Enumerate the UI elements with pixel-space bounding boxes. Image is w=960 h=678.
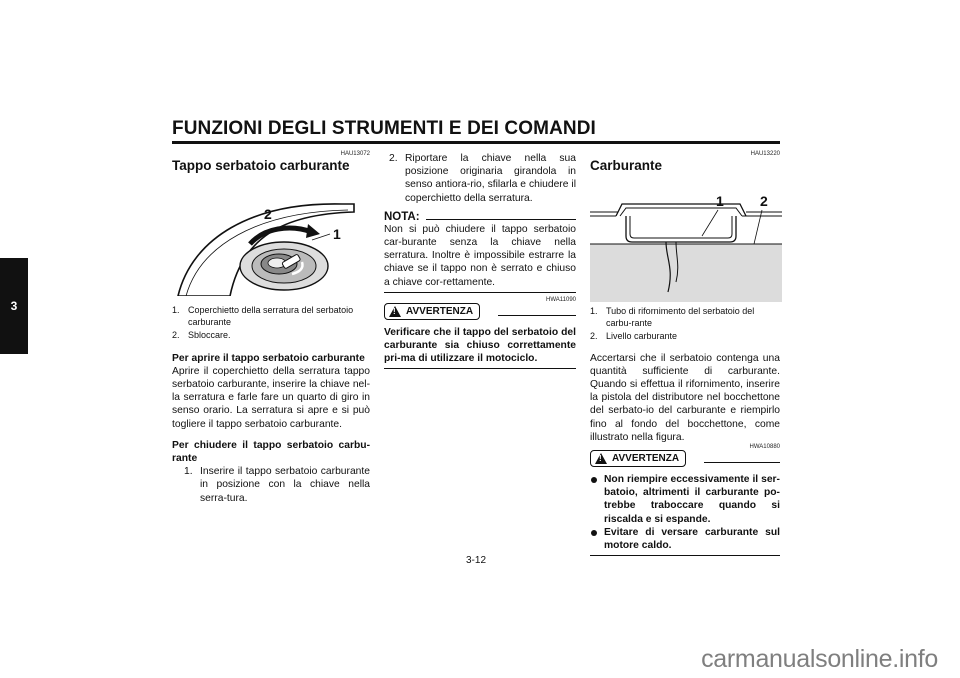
caption-text: Sbloccare. [188, 330, 231, 340]
figure-callout-2: 2 [264, 206, 272, 222]
warning-label: AVVERTENZA [612, 452, 680, 464]
close-heading: Per chiudere il tappo serbatoio carbu-rante [172, 439, 370, 464]
column-2 [384, 152, 576, 369]
step-text: Riportare la chiave nella sua posizione originaria girandola in senso antiora-rio, sfilarla e chiudere il coperchietto della serratura. [405, 153, 576, 204]
warning-heading-row [384, 303, 576, 320]
warning-text: Verificare che il tappo del serbatoio del carburante sia chiuso correttamente pri-ma di utilizzare il motociclo. [384, 326, 576, 365]
nota-text: Non si può chiudere il tappo serbatoio car-burante senza la chiave nella serratura. Inoltre è impossibile estrarre la chiave se il tappo non è serrato e chiuso a chiave cor-rettamente. [384, 223, 576, 288]
caption-text: Coperchietto della serratura del serbatoio carburante [188, 305, 354, 327]
page-header-title: FUNZIONI DEGLI STRUMENTI E DEI COMANDI [172, 118, 596, 139]
section-code: HAU13072 [340, 151, 370, 157]
nota-rule [426, 219, 576, 220]
warning-triangle-icon [595, 453, 607, 464]
warning-label: AVVERTENZA [406, 305, 474, 317]
warning-rule [498, 315, 576, 316]
warning-rule [704, 462, 780, 463]
page-number: 3-12 [466, 555, 487, 566]
caption-number: 1. [172, 305, 180, 315]
section-code: HAU13220 [750, 151, 780, 157]
header-rule [172, 141, 780, 144]
warning-bullet-text: Evitare di versare carburante sul motore caldo. [604, 526, 780, 551]
nota-heading-row [384, 211, 576, 223]
step-number: 2. [389, 153, 398, 164]
step-text: Inserire il tappo serbatoio carburante in posizione con la chiave nella serra-tura. [200, 466, 370, 504]
nota-end-rule [384, 292, 576, 293]
watermark: carmanualsonline.info [701, 645, 938, 673]
column-3-body [590, 306, 780, 556]
warning-end-rule [590, 555, 780, 556]
caption-number: 1. [590, 306, 598, 316]
close-step-1 [184, 465, 370, 505]
fuel-paragraph: Accertarsi che il serbatoio contenga una quantità sufficiente di carburante. Quando si effettua il rifornimento, inserire la pistola del distributore nel bocchettone del serbato-io del carburante e riempirlo fino al fondo del bocchettone, come illustrato nella figura. [590, 352, 780, 443]
warning-badge [590, 450, 686, 467]
figure-caption [590, 306, 780, 329]
column-3 [590, 151, 780, 173]
warning-bullet [590, 473, 780, 526]
figure-caption [172, 330, 370, 342]
warning-triangle-icon [389, 306, 401, 317]
bullet-dot [591, 530, 597, 536]
open-heading: Per aprire il tappo serbatoio carburante [172, 352, 365, 364]
caption-text: Tubo di rifornimento del serbatoio del carbu-rante [606, 306, 755, 328]
chapter-tab: 3 [0, 258, 28, 354]
warning-end-rule [384, 368, 576, 369]
close-step-2 [389, 152, 576, 205]
column-1-body [172, 305, 370, 505]
fuel-cap-illustration [172, 188, 372, 296]
nota-label: NOTA: [384, 210, 420, 223]
section-title: Carburante [590, 158, 663, 173]
step-number: 1. [184, 466, 193, 478]
caption-number: 2. [172, 330, 180, 340]
bullet-dot [591, 477, 597, 483]
warning-code: HWA10880 [749, 443, 780, 450]
caption-number: 2. [590, 331, 598, 341]
warning-bullet [590, 526, 780, 552]
fuel-level-illustration [590, 196, 782, 302]
warning-badge [384, 303, 480, 320]
column-1 [172, 151, 370, 173]
open-paragraph: Aprire il coperchietto della serratura tappo serbatoio carburante, inserire la chiave nel-la serratura e farle fare un quarto di giro in senso orario. La serratura si apre e si può togliere il tappo serbatoio carburante. [172, 365, 370, 430]
figure-callout-2: 2 [760, 193, 768, 209]
warning-bullet-text: Non riempire eccessivamente il ser-batoio, altrimenti il carburante po-trebbe traboccare quando si riscalda e si espande. [604, 473, 780, 525]
figure-callout-1: 1 [333, 226, 341, 242]
figure-callout-1: 1 [716, 193, 724, 209]
figure-caption [172, 305, 370, 328]
figure-caption [590, 331, 780, 343]
warning-heading-row [590, 450, 780, 467]
section-title: Tappo serbatoio carburante [172, 158, 350, 173]
warning-code: HWA11090 [545, 296, 576, 303]
caption-text: Livello carburante [606, 331, 678, 341]
